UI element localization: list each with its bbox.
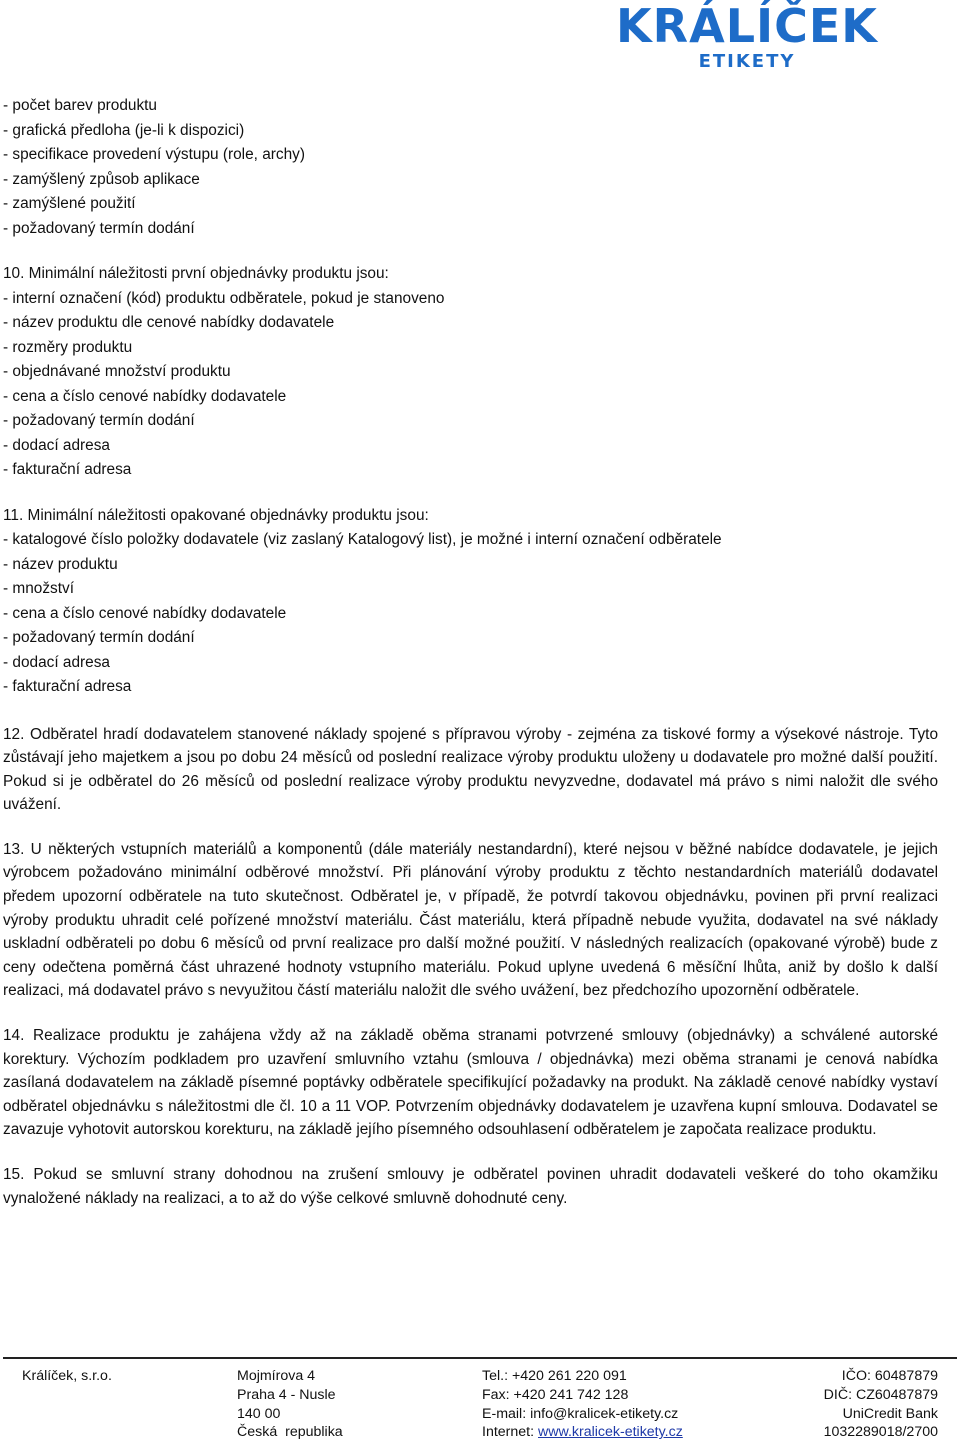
kralicek-etikety-logo bbox=[586, 0, 908, 72]
paragraph-12: 12. Odběratel hradí dodavatelem stanovené náklady spojené s přípravou výroby - zejména za tiskové formy a výsekové nástroje. Tyto zůstávají jeho majetkem a jsou po dobu 24 měsíců od poslední realizace výroby produktu uloženy u dodavatele pro možné další použití. Pokud si je odběratel do 26 měsíců od poslední realizace výroby produktu nevyzvedne, dodavatel má právo s nimi naložit dle svého uvážení. bbox=[3, 725, 938, 814]
list-item: - fakturační adresa bbox=[3, 678, 132, 695]
list-item: - fakturační adresa bbox=[3, 461, 132, 478]
footer-address-column bbox=[237, 1367, 343, 1442]
footer-company-name: Králíček, s.r.o. bbox=[22, 1368, 112, 1384]
list-item: - zamýšlené použití bbox=[3, 195, 136, 212]
footer-company-column bbox=[22, 1367, 112, 1386]
list-item: - požadovaný termín dodání bbox=[3, 412, 195, 429]
list-item: - počet barev produktu bbox=[3, 97, 157, 114]
list-item: - objednávané množství produktu bbox=[3, 363, 231, 380]
footer-phone: Tel.: +420 261 220 091 bbox=[482, 1368, 627, 1384]
list-item: - množství bbox=[3, 580, 74, 597]
footer-address-line: Praha 4 - Nusle bbox=[237, 1386, 336, 1403]
section-10 bbox=[3, 262, 938, 483]
document-body bbox=[3, 94, 938, 1210]
list-item: - interní označení (kód) produktu odběratele, pokud je stanoveno bbox=[3, 289, 445, 307]
company-logo bbox=[586, 0, 908, 72]
section-10-heading: 10. Minimální náležitosti první objednávky produktu jsou: bbox=[3, 265, 389, 282]
list-item: - katalogové číslo položky dodavatele (viz zaslaný Katalogový list), je možné i interní označení odběratele bbox=[3, 531, 722, 548]
list-item: - dodací adresa bbox=[3, 653, 110, 671]
list-item: - dodací adresa bbox=[3, 436, 110, 454]
list-item: - název produktu dle cenové nabídky dodavatele bbox=[3, 314, 335, 331]
footer-bank: UniCredit Bank bbox=[842, 1405, 938, 1422]
list-item: - grafická předloha (je-li k dispozici) bbox=[3, 121, 245, 139]
footer-internet-label: Internet: bbox=[482, 1424, 538, 1441]
footer-ico: IČO: 60487879 bbox=[841, 1368, 938, 1384]
footer-address-line: 140 00 bbox=[237, 1405, 281, 1422]
footer-address-line: Mojmírova 4 bbox=[237, 1368, 316, 1384]
footer-dic: DIČ: CZ60487879 bbox=[823, 1386, 938, 1403]
logo-brand-text: KRÁLÍČEK bbox=[616, 0, 878, 53]
list-item: - cena a číslo cenové nabídky dodavatele bbox=[3, 604, 287, 622]
list-item: - zamýšlený způsob aplikace bbox=[3, 170, 200, 188]
paragraph-13: 13. U některých vstupních materiálů a komponentů (dále materiály nestandardní), které nejsou v běžné nabídce dodavatele, je jejich výrobcem požadováno minimální odběrové množství. Při plánování výroby produktu z těchto nestandardních materiálů dodavatel předem upozorní odběratele na tuto skutečnost. Odběratel je, v případě, že potvrdí takovou objednávku, povinen při první realizaci výroby produktu uhradit celé pořízené množství materiálu. Část materiálu, která případně nebude využita, dodavatel na své náklady uskladní odběrateli po dobu 6 měsíců od první realizace pro další možné použití. V následných realizacích (opakované výrobě) bude z ceny odečtena poměrná část uhrazené hodnoty vstupního materiálu. Pokud uplyne uvedená 6 měsíční lhůta, aniž by došlo k další realizaci, má dodavatel právo s nevyužitou částí materiálu naložit dle svého uvážení, bez předchozího upozornění odběratele. bbox=[3, 840, 938, 1000]
section-11 bbox=[3, 504, 938, 700]
footer-fax: Fax: +420 241 742 128 bbox=[482, 1386, 629, 1403]
section-11-heading: 11. Minimální náležitosti opakované objednávky produktu jsou: bbox=[3, 506, 429, 524]
list-item: - požadovaný termín dodání bbox=[3, 219, 195, 237]
footer-website-link[interactable]: www.kralicek-etikety.cz bbox=[538, 1424, 683, 1441]
footer-registration-column bbox=[824, 1367, 938, 1442]
footer-address-line: Česká republika bbox=[237, 1424, 343, 1441]
paragraph-14: 14. Realizace produktu je zahájena vždy až na základě oběma stranami potvrzené smlouvy (objednávky) a schválené autorské korektury. Výchozím podkladem pro uzavření smluvního vztahu (smlouva / objednávka) mezi oběma stranami je cenová nabídka zasílaná dodavatelem na základě písemné poptávky odběratele specifikující požadavky na produkt. Na základě cenové nabídky vystaví odběratel objednávku s náležitostmi dle čl. 10 a 11 VOP. Potvrzením objednávky dodavatelem je uzavřena kupní smlouva. Dodavatel se zavazuje vyhotovit autorskou korekturu, na základě jejího písemného odsouhlasení odběratelem je započata realizace produktu. bbox=[3, 1027, 938, 1139]
list-item: - cena a číslo cenové nabídky dodavatele bbox=[3, 387, 287, 405]
list-item: - název produktu bbox=[3, 555, 118, 573]
logo-sub-text: ETIKETY bbox=[698, 51, 796, 72]
list-item: - specifikace provedení výstupu (role, archy) bbox=[3, 146, 305, 163]
footer-account: 1032289018/2700 bbox=[823, 1424, 938, 1441]
paragraph-15: 15. Pokud se smluvní strany dohodnou na zrušení smlouvy je odběratel povinen uhradit dodavateli veškeré do toho okamžiku vynaložené náklady na realizaci, a to až do výše celkové smluvně dohodnuté ceny. bbox=[3, 1166, 938, 1207]
list-top bbox=[3, 94, 938, 241]
footer-email: E-mail: info@kralicek-etikety.cz bbox=[482, 1405, 679, 1422]
list-item: - rozměry produktu bbox=[3, 338, 133, 356]
footer-internet bbox=[482, 1423, 683, 1442]
footer-divider bbox=[3, 1357, 957, 1359]
footer-contact-column bbox=[482, 1367, 683, 1442]
list-item: - požadovaný termín dodání bbox=[3, 629, 195, 646]
